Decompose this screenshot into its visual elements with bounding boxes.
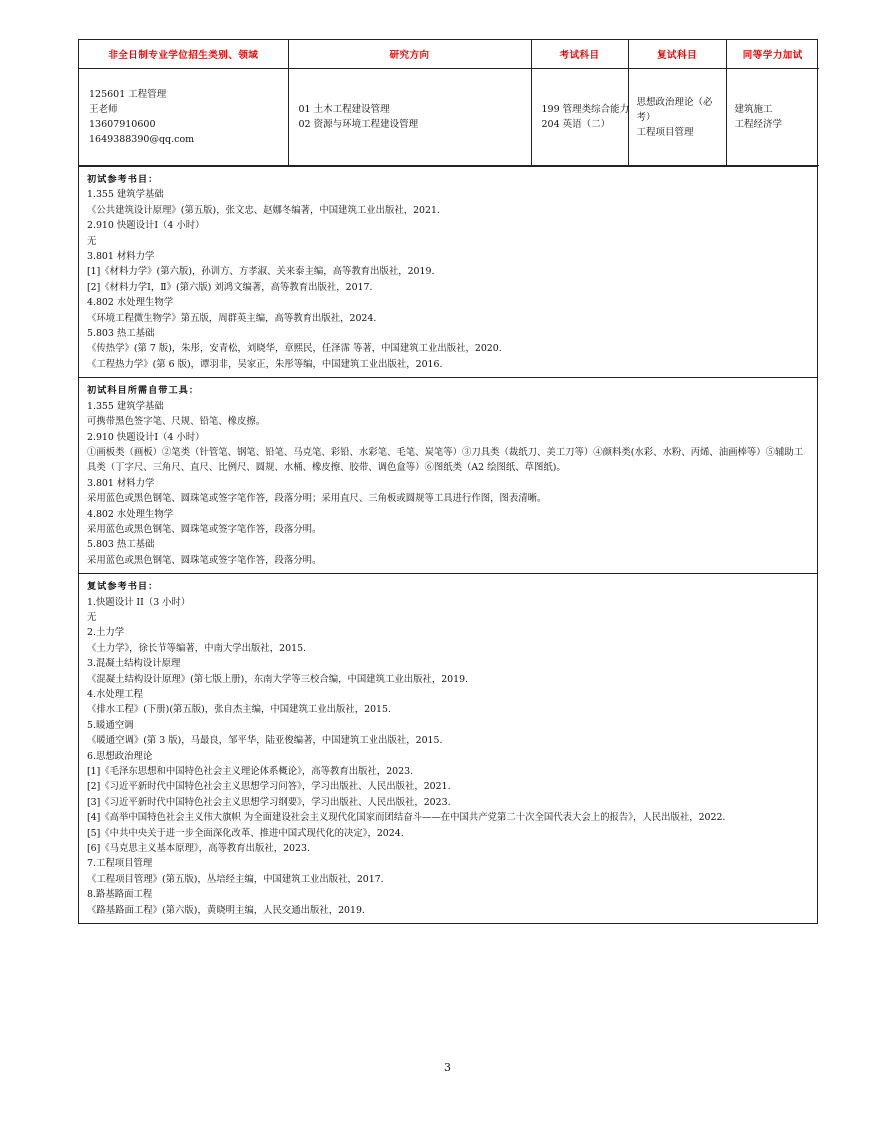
subject-heading: 6.思想政治理论 <box>87 750 153 762</box>
subject-heading: 4.802 水处理生物学 <box>87 297 174 309</box>
direction-item: 01 土木工程建设管理 <box>298 104 390 115</box>
subject-heading: 4.802 水处理生物学 <box>87 508 174 520</box>
book-entry: 《传热学》(第 7 版)，朱彤，安青松，刘晓华，章熙民，任泽霈 等著，中国建筑工业出版社，2020. <box>87 343 502 355</box>
subject-heading: 5.暖通空调 <box>87 719 134 731</box>
tool-entry: 采用蓝色或黑色钢笔、圆珠笔或签字笔作答，段落分明。 <box>87 523 322 535</box>
section-title: 初试科目所需自带工具： <box>87 385 200 397</box>
subject-heading: 2.910 快题设计Ⅰ（4 小时） <box>87 220 205 232</box>
retest-subject: 考） <box>636 111 656 123</box>
book-entry: 《排水工程》(下册)(第五版)，张自杰主编，中国建筑工业出版社，2015. <box>87 704 391 716</box>
contact-name: 王老师 <box>89 104 118 115</box>
subject-heading: 3.801 材料力学 <box>87 251 155 263</box>
book-entry: [2]《习近平新时代中国特色社会主义思想学习问答》，学习出版社、人民出版社，2021. <box>87 781 451 793</box>
header-retest-subjects: 复试科目 <box>628 40 726 69</box>
book-entry: 无 <box>87 235 97 247</box>
book-entry: [2]《材料力学Ⅰ，Ⅱ》(第六版) 刘鸿文编著，高等教育出版社，2017. <box>87 281 373 293</box>
book-entry: [6]《马克思主义基本原理》，高等教育出版社，2023. <box>87 843 310 855</box>
book-entry: 《工程热力学》(第 6 版)，谭羽非，吴家正，朱彤等编，中国建筑工业出版社，2016. <box>87 358 443 370</box>
header-category: 非全日制专业学位招生类别、领域 <box>79 40 288 69</box>
subject-heading: 5.803 热工基础 <box>87 328 155 340</box>
book-entry: 《土力学》，徐长节等编著，中南大学出版社，2015. <box>87 642 307 654</box>
section-initial-tools <box>79 377 817 573</box>
book-entry: [1]《毛泽东思想和中国特色社会主义理论体系概论》，高等教育出版社，2023. <box>87 766 414 778</box>
program-code-name: 125601 工程管理 <box>89 89 167 100</box>
contact-phone: 13607910600 <box>89 119 156 130</box>
tool-entry: 采用蓝色或黑色钢笔、圆珠笔或签字笔作答，段落分明；采用直尺、三角板或圆规等工具进行作图，图表清晰。 <box>87 493 547 505</box>
book-entry: 《混凝土结构设计原理》(第七版上册)，东南大学等三校合编，中国建筑工业出版社，2019. <box>87 673 469 685</box>
exam-subject: 199 管理类综合能力 <box>541 104 630 115</box>
subject-heading: 5.803 热工基础 <box>87 539 155 551</box>
tool-entry: 可携带黑色签字笔、尺规、铅笔、橡皮擦。 <box>87 416 266 428</box>
book-entry: 《路基路面工程》(第六版)，黄晓明主编，人民交通出版社，2019. <box>87 904 365 916</box>
subject-heading: 3.801 材料力学 <box>87 477 155 489</box>
tool-entry: ①画板类（画板）②笔类（针管笔、钢笔、铅笔、马克笔、彩铅、水彩笔、毛笔、炭笔等）③刀具类（裁纸刀、美工刀等）④颜料类(水彩、水粉、丙烯、油画棒等）⑤辅助工具类（丁字尺、三角尺、直尺、比例尺、圆规、水桶、橡皮擦、胶带、调色盒等）⑥图纸类（A2 绘图纸、草图纸)。 <box>87 446 804 474</box>
section-initial-books <box>79 166 817 377</box>
subject-heading: 2.土力学 <box>87 627 125 639</box>
equivalent-subject: 工程经济学 <box>734 119 783 130</box>
subject-heading: 4.水处理工程 <box>87 689 143 700</box>
book-entry: [1]《材料力学》(第六版)，孙训方、方孝淑、关来泰主编，高等教育出版社，2019. <box>87 266 435 278</box>
subject-heading: 8.路基路面工程 <box>87 889 153 901</box>
book-entry: 《公共建筑设计原理》(第五版)，张文忠、赵娜冬编著，中国建筑工业出版社，2021. <box>87 204 440 216</box>
subject-heading: 3.混凝土结构设计原理 <box>87 658 181 670</box>
book-entry: [5]《中共中央关于进一步全面深化改革、推进中国式现代化的决定》，2024. <box>87 827 404 839</box>
book-entry: 《暖通空调》(第 3 版)，马最良，邹平华，陆亚俊编著，中国建筑工业出版社，2015. <box>87 735 443 747</box>
book-entry: [4]《高举中国特色社会主义伟大旗帜 为全面建设社会主义现代化国家而团结奋斗——在中国共产党第二十次全国代表大会上的报告》，人民出版社，2022. <box>87 812 726 824</box>
subject-heading: 7.工程项目管理 <box>87 858 153 870</box>
section-title: 初试参考书目： <box>87 174 159 185</box>
admission-sheet <box>78 39 818 924</box>
subject-heading: 1.355 建筑学基础 <box>87 189 164 201</box>
subject-heading: 1.355 建筑学基础 <box>87 400 164 412</box>
cell-directions <box>288 69 531 166</box>
cell-category <box>79 69 288 166</box>
section-title: 复试参考书目： <box>87 581 159 593</box>
subject-heading: 2.910 快题设计Ⅰ（4 小时） <box>87 431 205 443</box>
cell-equivalent-exam <box>726 69 819 166</box>
tool-entry: 采用蓝色或黑色钢笔、圆珠笔或签字笔作答，段落分明。 <box>87 554 322 566</box>
book-entry: 无 <box>87 611 97 623</box>
header-equivalent-exam: 同等学力加试 <box>726 40 819 69</box>
subject-heading: 1.快题设计 II（3 小时） <box>87 596 191 608</box>
book-entry: 《环境工程微生物学》第五版，周群英主编，高等教育出版社，2024. <box>87 312 377 324</box>
retest-subject: 思想政治理论（必 <box>636 96 713 108</box>
book-entry: [3]《习近平新时代中国特色社会主义思想学习纲要》，学习出版社、人民出版社，2023. <box>87 796 451 808</box>
header-exam-subjects: 考试科目 <box>531 40 628 69</box>
book-entry: 《工程项目管理》(第五版)，丛培经主编，中国建筑工业出版社，2017. <box>87 873 384 885</box>
table-header-row <box>79 40 819 69</box>
direction-item: 02 资源与环境工程建设管理 <box>298 119 419 130</box>
page-number: 3 <box>444 1061 451 1074</box>
contact-email: 1649388390@qq.com <box>89 134 195 145</box>
section-retest-books <box>79 573 817 923</box>
retest-subject: 工程项目管理 <box>636 126 694 138</box>
equivalent-subject: 建筑施工 <box>734 104 773 115</box>
exam-subject: 204 英语（二） <box>541 119 611 130</box>
cell-exam-subjects <box>531 69 628 166</box>
cell-retest-subjects <box>628 69 726 166</box>
program-table <box>79 40 819 166</box>
header-direction: 研究方向 <box>288 40 531 69</box>
table-row <box>79 69 819 166</box>
